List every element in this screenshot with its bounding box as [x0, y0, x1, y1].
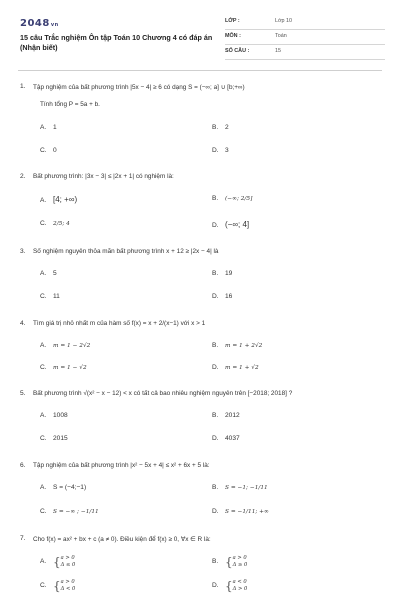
question-text: Tập nghiệm của bất phương trình |5x − 4| ≥ 6 có dạng S = (−∞; a] ∪ [b;+∞)	[33, 84, 245, 91]
header-divider	[18, 70, 382, 71]
question-6	[20, 462, 382, 515]
option-c[interactable]: C. S = −∞ ; −1/11	[40, 508, 99, 515]
meta-value: Lớp 10	[275, 18, 293, 24]
question-2	[20, 173, 382, 229]
option-c[interactable]: C. m = 1 − √2	[40, 364, 87, 371]
meta-key: SỐ CÂU :	[225, 48, 250, 54]
question-5	[20, 390, 382, 442]
option-d[interactable]: D. m = 1 + √2	[212, 364, 259, 371]
option-d[interactable]: D. 4037	[212, 435, 240, 442]
option-c[interactable]: C. 2/5; 4	[40, 220, 70, 227]
option-a[interactable]: A. S = (−4;−1)	[40, 484, 87, 491]
meta-value: 15	[275, 48, 281, 54]
option-a[interactable]: A. 1008	[40, 412, 68, 419]
question-text: Tìm giá trị nhỏ nhất m của hàm số f(x) = x + 2/(x−1) với x > 1	[33, 320, 206, 327]
document-meta	[225, 15, 385, 60]
question-text: Số nghiệm nguyên thỏa mãn bất phương trình x + 12 ≥ |2x − 4| là	[33, 248, 219, 255]
option-b[interactable]: B. 2	[212, 124, 229, 131]
option-d[interactable]: D. { a < 0 Δ > 0	[212, 578, 248, 593]
question-subtext: Tính tổng P = 5a + b.	[40, 101, 100, 108]
meta-row-class	[225, 15, 385, 30]
question-number: 1.	[20, 83, 26, 90]
option-a[interactable]: A. { a > 0 Δ ≤ 0	[40, 554, 76, 569]
option-b[interactable]: B. 19	[212, 270, 233, 277]
meta-row-subject	[225, 30, 385, 45]
question-number: 3.	[20, 248, 26, 255]
option-a[interactable]: A. m = 1 − 2√2	[40, 342, 91, 349]
option-b[interactable]: B. 2012	[212, 412, 240, 419]
option-b[interactable]: B. { a > 0 Δ ≥ 0	[212, 554, 248, 569]
site-logo[interactable]: 2048vn	[20, 18, 59, 29]
option-c[interactable]: C. 2015	[40, 435, 68, 442]
question-number: 5.	[20, 390, 26, 397]
question-7	[20, 535, 382, 593]
option-b[interactable]: B. m = 1 + 2√2	[212, 342, 263, 349]
option-c[interactable]: C. 0	[40, 147, 57, 154]
option-b[interactable]: B. S = −1; −1/11	[212, 484, 268, 491]
document-header	[18, 12, 384, 68]
question-text: Bất phương trình: |3x − 3| ≤ |2x + 1| có nghiệm là:	[33, 173, 174, 180]
option-c[interactable]: C. 11	[40, 293, 60, 300]
question-1	[20, 83, 382, 154]
question-text: Bất phương trình √(x² − x − 12) < x có tất cả bao nhiêu nghiệm nguyên trên [−2018; 2018] ?	[33, 390, 293, 397]
option-a[interactable]: A. 1	[40, 124, 57, 131]
question-text: Tập nghiệm của bất phương trình |x² − 5x + 4| ≤ x² + 6x + 5 là:	[33, 462, 210, 469]
meta-key: LỚP :	[225, 18, 240, 24]
option-a[interactable]: A. [4; +∞)	[40, 195, 78, 204]
option-d[interactable]: D. 16	[212, 293, 233, 300]
meta-row-count	[225, 45, 385, 60]
question-text: Cho f(x) = ax² + bx + c (a ≠ 0). Điều kiện để f(x) ≥ 0, ∀x ∈ R là:	[33, 536, 211, 543]
option-d[interactable]: D. 3	[212, 147, 229, 154]
option-a[interactable]: A. 5	[40, 270, 57, 277]
question-number: 6.	[20, 462, 26, 469]
meta-key: MÔN :	[225, 33, 241, 39]
document-title: 15 câu Trắc nghiệm Ôn tập Toán 10 Chương 4 có đáp án (Nhận biết)	[20, 33, 213, 52]
option-d[interactable]: D. (−∞; 4]	[212, 220, 250, 229]
question-number: 7.	[20, 535, 26, 542]
option-d[interactable]: D. S = −1/11; +∞	[212, 508, 269, 515]
question-number: 2.	[20, 173, 26, 180]
question-3	[20, 248, 382, 300]
question-4	[20, 320, 382, 371]
question-number: 4.	[20, 320, 26, 327]
meta-value: Toán	[275, 33, 287, 39]
option-b[interactable]: B. (−∞; 2/5]	[212, 195, 253, 202]
option-c[interactable]: C. { a > 0 Δ < 0	[40, 578, 76, 593]
